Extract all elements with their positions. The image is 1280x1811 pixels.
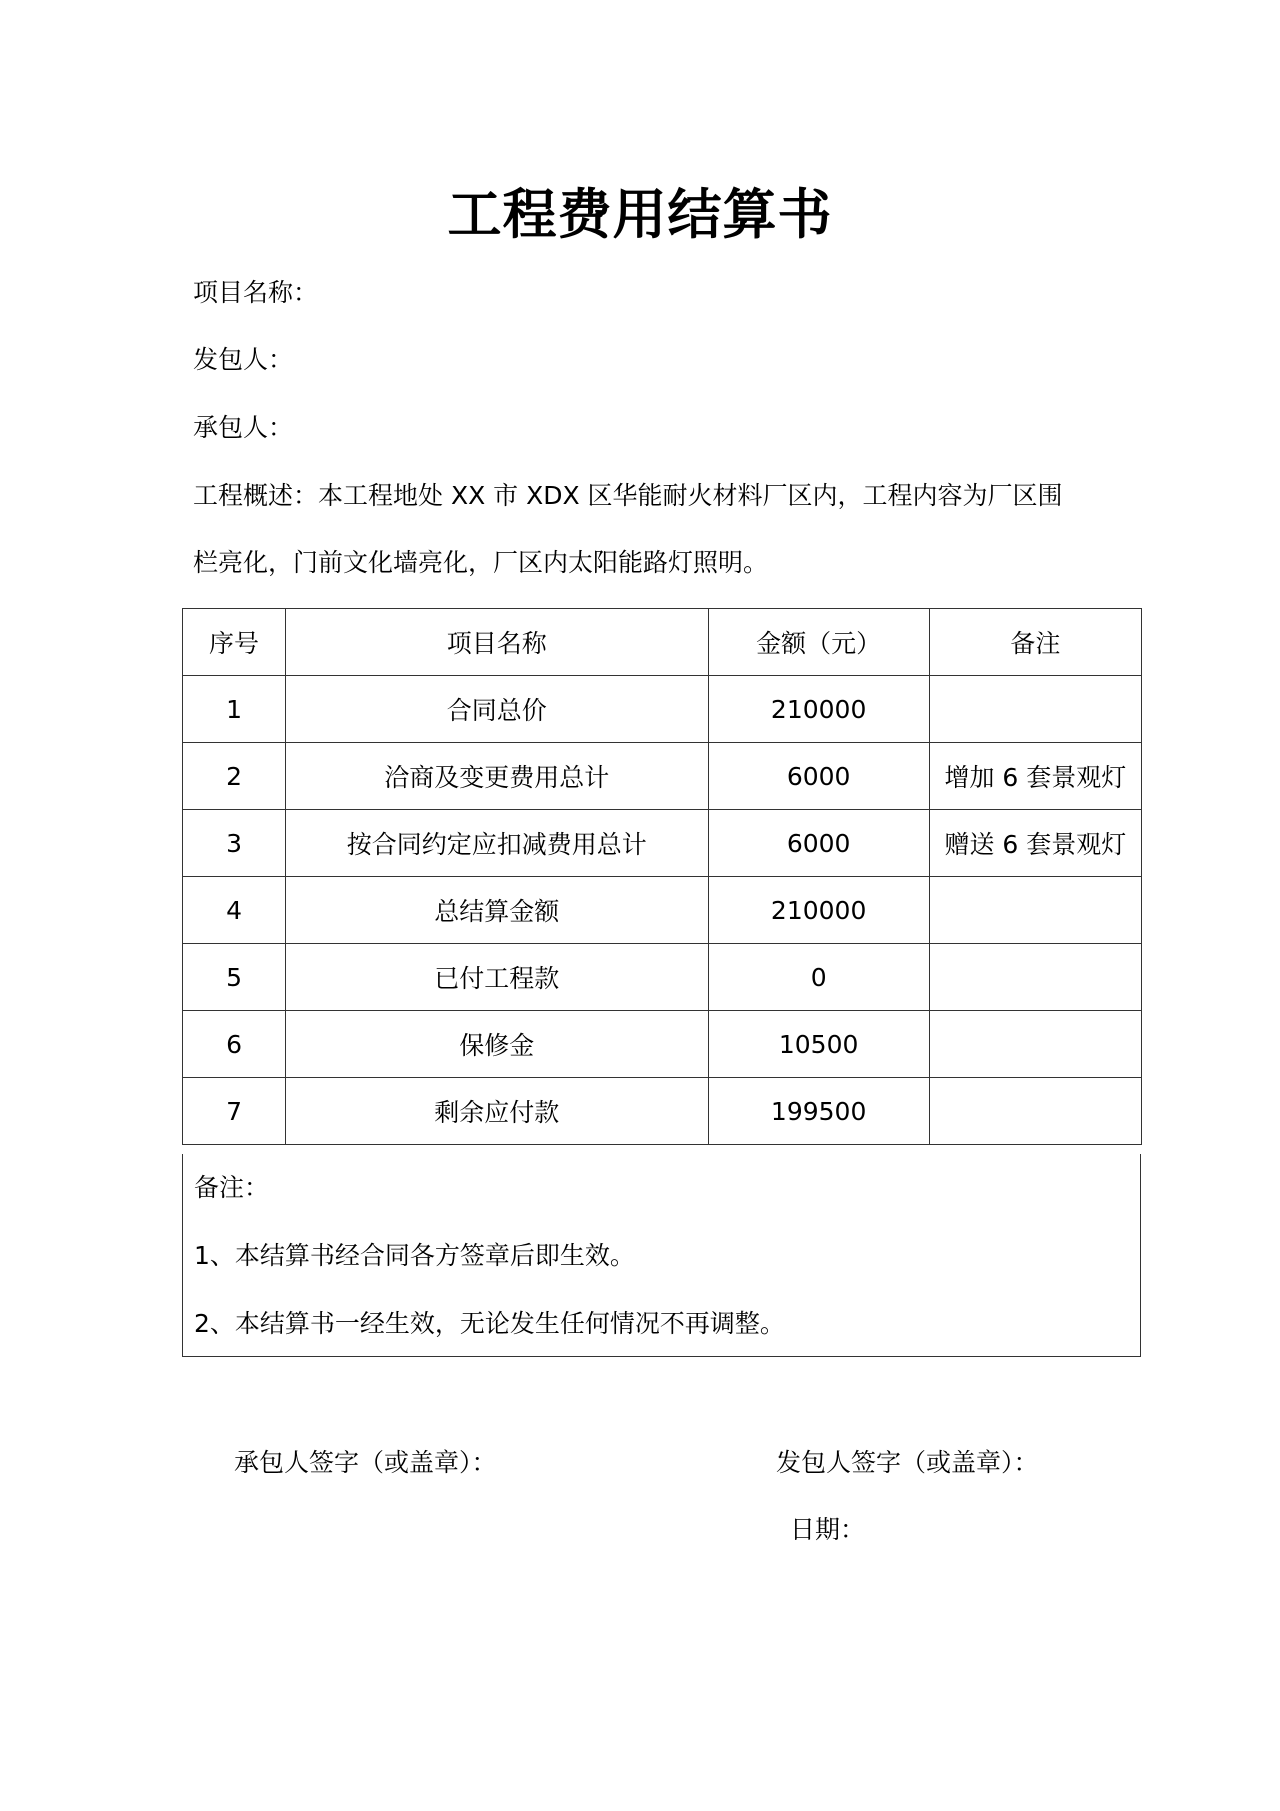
cell-no: 4 (183, 877, 286, 944)
overview-line-2: 栏亮化，门前文化墙亮化，厂区内太阳能路灯照明。 (193, 548, 769, 577)
table-row (183, 944, 1142, 1011)
cell-name: 合同总价 (286, 676, 708, 743)
table-row (183, 743, 1142, 810)
table-row (183, 877, 1142, 944)
table-row (183, 1011, 1142, 1078)
cell-amount: 0 (708, 944, 929, 1011)
cell-amount: 199500 (708, 1078, 929, 1145)
cell-name: 剩余应付款 (286, 1078, 708, 1145)
table-row (183, 810, 1142, 877)
cell-no: 3 (183, 810, 286, 877)
note-item-1: 1、本结算书经合同各方签章后即生效。 (194, 1241, 635, 1270)
cell-amount: 6000 (708, 810, 929, 877)
cell-amount: 210000 (708, 676, 929, 743)
header-no: 序号 (183, 609, 286, 676)
cell-note (929, 944, 1141, 1011)
cell-name: 总结算金额 (286, 877, 708, 944)
date-label: 日期： (790, 1515, 866, 1544)
cell-name: 已付工程款 (286, 944, 708, 1011)
cell-note (929, 1078, 1141, 1145)
cell-amount: 210000 (708, 877, 929, 944)
cell-note (929, 877, 1141, 944)
cell-amount: 10500 (708, 1011, 929, 1078)
settlement-table (182, 608, 1142, 1145)
cell-name: 按合同约定应扣减费用总计 (286, 810, 708, 877)
table-header-row (183, 609, 1142, 676)
cell-name: 洽商及变更费用总计 (286, 743, 708, 810)
contractor-label: 承包人： (193, 413, 294, 442)
header-amount: 金额（元） (708, 609, 929, 676)
employer-signature-label: 发包人签字（或盖章）： (776, 1448, 1039, 1477)
cell-no: 6 (183, 1011, 286, 1078)
table-row (183, 1078, 1142, 1145)
cell-name: 保修金 (286, 1011, 708, 1078)
cell-note: 增加 6 套景观灯 (929, 743, 1141, 810)
contractor-signature-label: 承包人签字（或盖章）： (234, 1448, 497, 1477)
cell-no: 1 (183, 676, 286, 743)
cell-no: 7 (183, 1078, 286, 1145)
notes-label: 备注： (194, 1173, 270, 1202)
cell-note (929, 1011, 1141, 1078)
cell-amount: 6000 (708, 743, 929, 810)
cell-no: 2 (183, 743, 286, 810)
document-title: 工程费用结算书 (447, 183, 833, 246)
table-row (183, 676, 1142, 743)
cell-note: 赠送 6 套景观灯 (929, 810, 1141, 877)
note-item-2: 2、本结算书一经生效，无论发生任何情况不再调整。 (194, 1309, 785, 1338)
header-note: 备注 (929, 609, 1141, 676)
project-name-label: 项目名称： (193, 278, 319, 307)
overview-line-1: 工程概述：本工程地处 XX 市 XDX 区华能耐火材料厂区内，工程内容为厂区围 (193, 481, 1063, 510)
notes-box (182, 1154, 1141, 1357)
header-name: 项目名称 (286, 609, 708, 676)
cell-no: 5 (183, 944, 286, 1011)
employer-label: 发包人： (193, 345, 294, 374)
cell-note (929, 676, 1141, 743)
